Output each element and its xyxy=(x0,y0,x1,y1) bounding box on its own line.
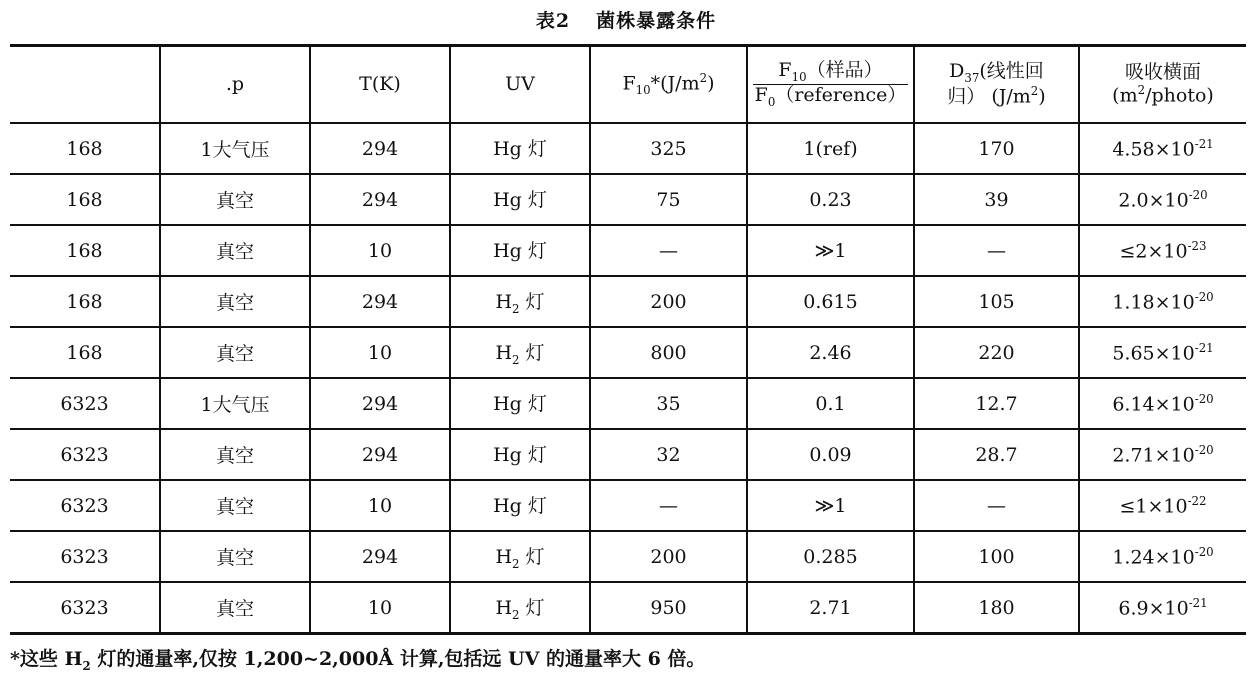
cell-f10: 200 xyxy=(590,531,747,582)
cell-temperature: 10 xyxy=(310,582,450,634)
cell-absorption: $2.71\times 10^{-20}$ xyxy=(1079,429,1246,480)
cell-d37: 170 xyxy=(914,123,1079,174)
cell-f10: 200 xyxy=(590,276,747,327)
cell-strain: 168 xyxy=(10,327,160,378)
cell-pressure: 真空 xyxy=(160,276,310,327)
cell-temperature: 294 xyxy=(310,276,450,327)
cell-ratio: 0.1 xyxy=(747,378,914,429)
cell-ratio: 1(ref) xyxy=(747,123,914,174)
cell-absorption: $\le 2\times 10^{-23}$ xyxy=(1079,225,1246,276)
table-row xyxy=(10,123,1246,174)
exposure-table xyxy=(10,44,1246,635)
table-row xyxy=(10,276,1246,327)
cell-temperature: 294 xyxy=(310,531,450,582)
table-row xyxy=(10,582,1246,634)
cell-f10: 800 xyxy=(590,327,747,378)
cell-uv: $H_2$ 灯 xyxy=(450,582,590,634)
table-title xyxy=(0,6,1252,33)
cell-strain: 168 xyxy=(10,276,160,327)
cell-pressure: 真空 xyxy=(160,531,310,582)
cell-d37: 39 xyxy=(914,174,1079,225)
cell-d37: 220 xyxy=(914,327,1079,378)
cell-ratio: 2.71 xyxy=(747,582,914,634)
cell-pressure: 真空 xyxy=(160,225,310,276)
cell-temperature: 294 xyxy=(310,429,450,480)
header-row xyxy=(10,46,1246,124)
table-row xyxy=(10,480,1246,531)
cell-absorption: $5.65\times 10^{-21}$ xyxy=(1079,327,1246,378)
table-row xyxy=(10,225,1246,276)
cell-pressure: 1大气压 xyxy=(160,123,310,174)
cell-temperature: 294 xyxy=(310,174,450,225)
cell-absorption: $4.58\times 10^{-21}$ xyxy=(1079,123,1246,174)
cell-uv: Hg 灯 xyxy=(450,174,590,225)
table-row xyxy=(10,531,1246,582)
cell-d37: 105 xyxy=(914,276,1079,327)
cell-temperature: 294 xyxy=(310,123,450,174)
header-absorption: 吸收横面 $(m^2/photo)$ xyxy=(1079,46,1246,124)
cell-pressure: 真空 xyxy=(160,582,310,634)
cell-strain: 6323 xyxy=(10,531,160,582)
cell-d37: 180 xyxy=(914,582,1079,634)
header-f10: $F_{10}*(J/m^2)$ xyxy=(590,46,747,124)
table-row xyxy=(10,378,1246,429)
cell-ratio: ≫1 xyxy=(747,480,914,531)
cell-pressure: 真空 xyxy=(160,174,310,225)
cell-d37: 28.7 xyxy=(914,429,1079,480)
cell-d37: — xyxy=(914,480,1079,531)
table-row xyxy=(10,327,1246,378)
cell-temperature: 10 xyxy=(310,480,450,531)
cell-f10: 32 xyxy=(590,429,747,480)
cell-uv: Hg 灯 xyxy=(450,429,590,480)
header-d37: $D_{37}$(线性回 归） $(J/m^2)$ xyxy=(914,46,1079,124)
cell-ratio: 0.615 xyxy=(747,276,914,327)
cell-strain: 6323 xyxy=(10,480,160,531)
footnote: *这些 $H_2$ 灯的通量率,仅按 1,200~2,000Å 计算,包括远 UV 的通量率大 6 倍。 xyxy=(10,648,706,673)
cell-uv: $H_2$ 灯 xyxy=(450,327,590,378)
cell-strain: 168 xyxy=(10,174,160,225)
cell-f10: 950 xyxy=(590,582,747,634)
header-ratio: $\frac{F_{10}(样品)}{F_0(reference)}$ xyxy=(747,46,914,124)
cell-f10: — xyxy=(590,480,747,531)
cell-ratio: 0.285 xyxy=(747,531,914,582)
cell-ratio: 2.46 xyxy=(747,327,914,378)
cell-f10: 35 xyxy=(590,378,747,429)
cell-f10: — xyxy=(590,225,747,276)
cell-strain: 168 xyxy=(10,225,160,276)
cell-uv: $H_2$ 灯 xyxy=(450,276,590,327)
cell-pressure: 真空 xyxy=(160,327,310,378)
table-number: 表2 xyxy=(535,10,571,32)
cell-absorption: $2.0\times 10^{-20}$ xyxy=(1079,174,1246,225)
cell-temperature: 10 xyxy=(310,225,450,276)
table-row xyxy=(10,429,1246,480)
cell-absorption: $1.18\times 10^{-20}$ xyxy=(1079,276,1246,327)
cell-absorption: $\le 1\times 10^{-22}$ xyxy=(1079,480,1246,531)
cell-ratio: 0.09 xyxy=(747,429,914,480)
table-body xyxy=(10,123,1246,634)
cell-absorption: $1.24\times 10^{-20}$ xyxy=(1079,531,1246,582)
cell-ratio: ≫1 xyxy=(747,225,914,276)
cell-strain: 6323 xyxy=(10,378,160,429)
cell-pressure: 真空 xyxy=(160,429,310,480)
cell-ratio: 0.23 xyxy=(747,174,914,225)
cell-f10: 75 xyxy=(590,174,747,225)
cell-uv: $H_2$ 灯 xyxy=(450,531,590,582)
header-strain xyxy=(10,46,160,124)
cell-strain: 6323 xyxy=(10,429,160,480)
table-row xyxy=(10,174,1246,225)
header-pressure: .p xyxy=(160,46,310,124)
cell-uv: Hg 灯 xyxy=(450,225,590,276)
cell-pressure: 真空 xyxy=(160,480,310,531)
table-caption: 菌株暴露条件 xyxy=(596,10,717,32)
cell-temperature: 294 xyxy=(310,378,450,429)
cell-d37: 100 xyxy=(914,531,1079,582)
header-uv: UV xyxy=(450,46,590,124)
header-temperature: T(K) xyxy=(310,46,450,124)
cell-uv: Hg 灯 xyxy=(450,378,590,429)
cell-pressure: 1大气压 xyxy=(160,378,310,429)
cell-strain: 168 xyxy=(10,123,160,174)
cell-temperature: 10 xyxy=(310,327,450,378)
cell-uv: Hg 灯 xyxy=(450,123,590,174)
cell-absorption: $6.9\times 10^{-21}$ xyxy=(1079,582,1246,634)
cell-uv: Hg 灯 xyxy=(450,480,590,531)
cell-d37: — xyxy=(914,225,1079,276)
cell-d37: 12.7 xyxy=(914,378,1079,429)
cell-f10: 325 xyxy=(590,123,747,174)
cell-strain: 6323 xyxy=(10,582,160,634)
cell-absorption: $6.14\times 10^{-20}$ xyxy=(1079,378,1246,429)
